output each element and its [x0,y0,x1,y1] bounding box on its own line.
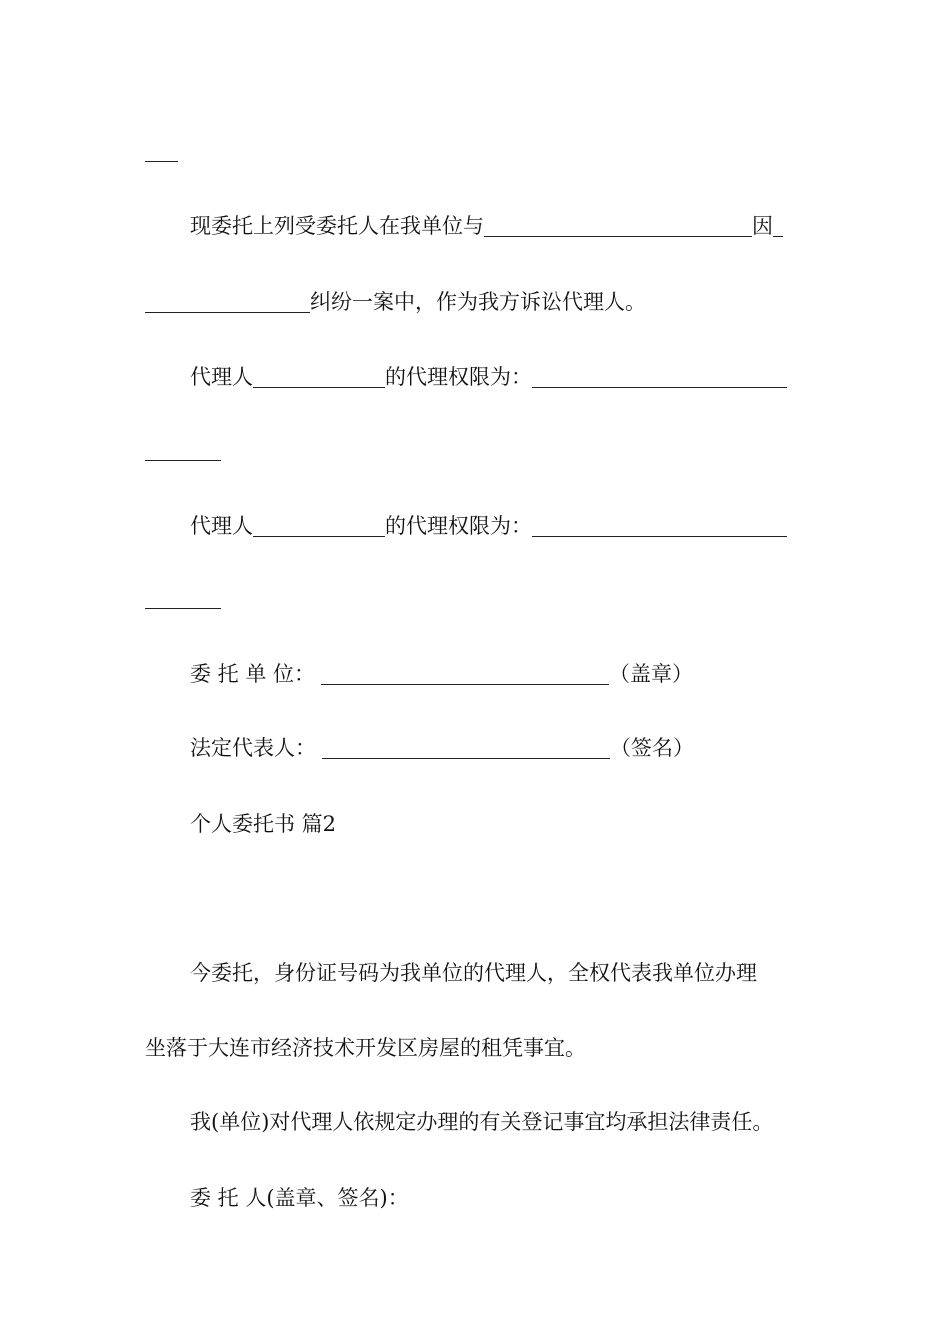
agent-2-line [190,512,787,540]
seal-note: （盖章） [609,662,694,686]
blank-line [253,516,385,537]
signature-note: （签名） [610,736,694,760]
agent-label: 代理人 [190,514,253,538]
agent-1-line [190,363,787,391]
blank-line [145,460,221,461]
agent-authority-label: 的代理权限为： [385,365,532,389]
legal-representative-line [190,734,694,762]
paragraph-line: 我(单位)对代理人依规定办理的有关登记事宜均承担法律责任。 [190,1110,774,1134]
entrusting-unit-label: 委 托 单 位： [190,662,316,686]
entrust-text-cause: 因 [752,214,773,238]
blank-line [773,216,783,237]
legal-representative-label: 法定代表人： [190,736,316,760]
blank-line [145,292,310,313]
agent-authority-label: 的代理权限为： [385,514,532,538]
blank-line [253,367,385,388]
blank-line [145,608,221,609]
blank-line [532,516,787,537]
entrust-text: 现委托上列受委托人在我单位与 [190,214,484,238]
section-heading: 个人委托书 篇2 [190,812,337,836]
signature-line: 委 托 人(盖章、签名)： [190,1186,409,1210]
entrust-text-dispute: 纠纷一案中，作为我方诉讼代理人。 [310,290,646,314]
blank-line [145,161,178,162]
entrust-paragraph-line1 [190,212,783,240]
paragraph-line: 坐落于大连市经济技术开发区房屋的租凭事宜。 [145,1036,586,1060]
blank-line [484,216,752,237]
blank-line [532,367,787,388]
entrusting-unit-line [190,660,693,688]
paragraph-line: 今委托，身份证号码为我单位的代理人，全权代表我单位办理 [190,961,757,985]
entrust-paragraph-line2 [145,288,646,316]
agent-label: 代理人 [190,365,253,389]
blank-line [321,664,609,685]
blank-line [322,738,610,759]
